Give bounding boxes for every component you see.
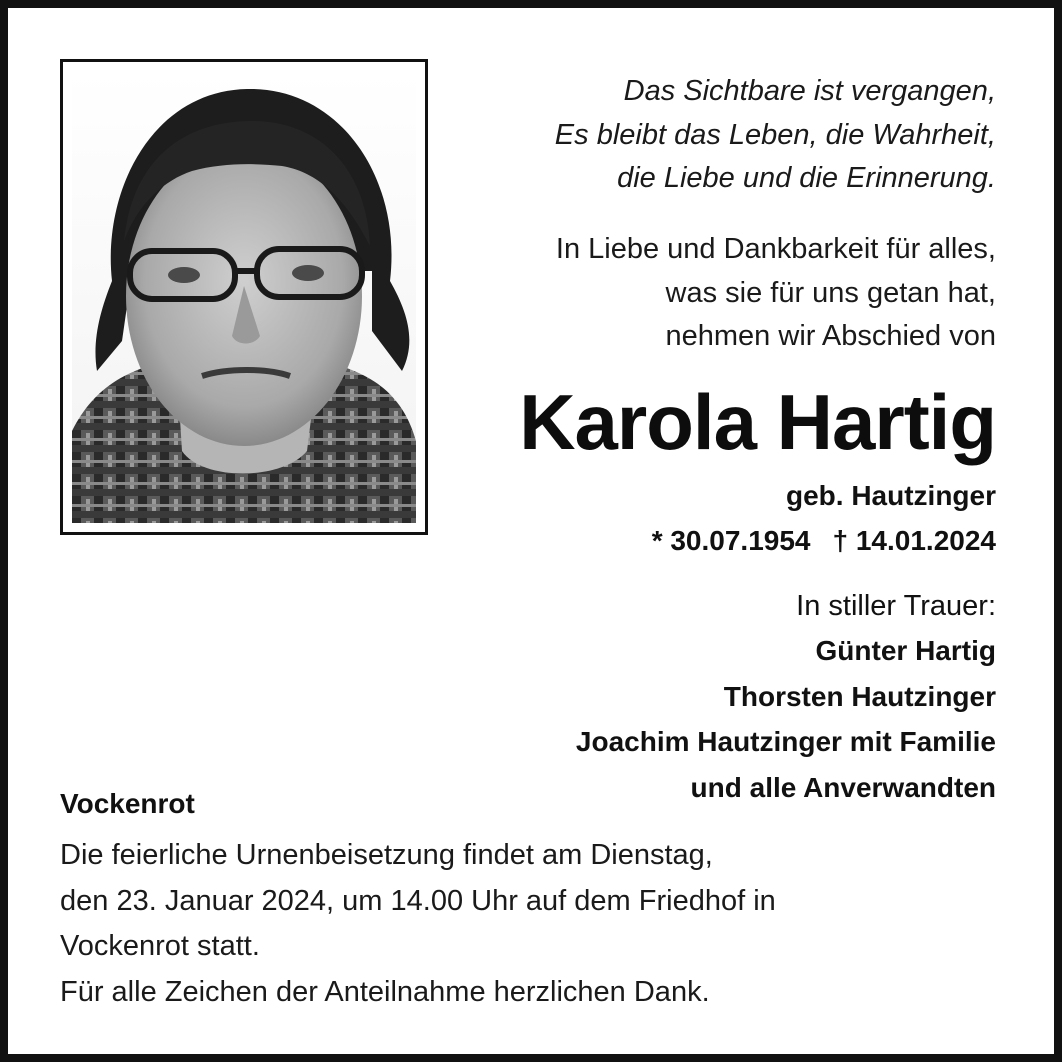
mourners-label: In stiller Trauer:: [796, 590, 996, 622]
deceased-name: Karola Hartig: [519, 378, 996, 466]
mourner-name: Thorsten Hautzinger: [723, 680, 996, 712]
details-line: Vockenrot statt.: [60, 930, 260, 963]
quote-line: Es bleibt das Leben, die Wahrheit,: [554, 118, 996, 151]
ceremony-details: [60, 833, 776, 1016]
memorial-quote: [555, 70, 996, 201]
location-heading: Vockenrot: [60, 788, 195, 819]
intro-line: In Liebe und Dankbarkeit für alles,: [555, 233, 996, 265]
mourner-name: Günter Hartig: [815, 635, 996, 666]
mourners-list: [576, 628, 996, 810]
intro-line: was sie für uns getan hat,: [665, 276, 996, 309]
portrait-frame: [60, 59, 428, 535]
mourner-name: und alle Anverwandten: [690, 771, 996, 803]
quote-line: die Liebe und die Erinnerung.: [617, 162, 996, 194]
details-line: Die feierliche Urnenbeisetzung findet am Dienstag,: [60, 839, 713, 871]
life-dates: [652, 523, 996, 559]
intro-line: nehmen wir Abschied von: [665, 320, 996, 352]
farewell-intro: [556, 228, 996, 359]
portrait-photo: [72, 71, 416, 523]
birth-date: * 30.07.1954: [651, 525, 811, 556]
mourner-name: Joachim Hautzinger mit Familie: [575, 726, 996, 757]
maiden-name: geb. Hautzinger: [785, 480, 996, 511]
details-line: den 23. Januar 2024, um 14.00 Uhr auf dem Friedhof in: [60, 884, 776, 917]
quote-line: Das Sichtbare ist vergangen,: [623, 75, 996, 107]
details-line: Für alle Zeichen der Anteilnahme herzlichen Dank.: [60, 976, 710, 1009]
death-date: † 14.01.2024: [832, 525, 996, 556]
